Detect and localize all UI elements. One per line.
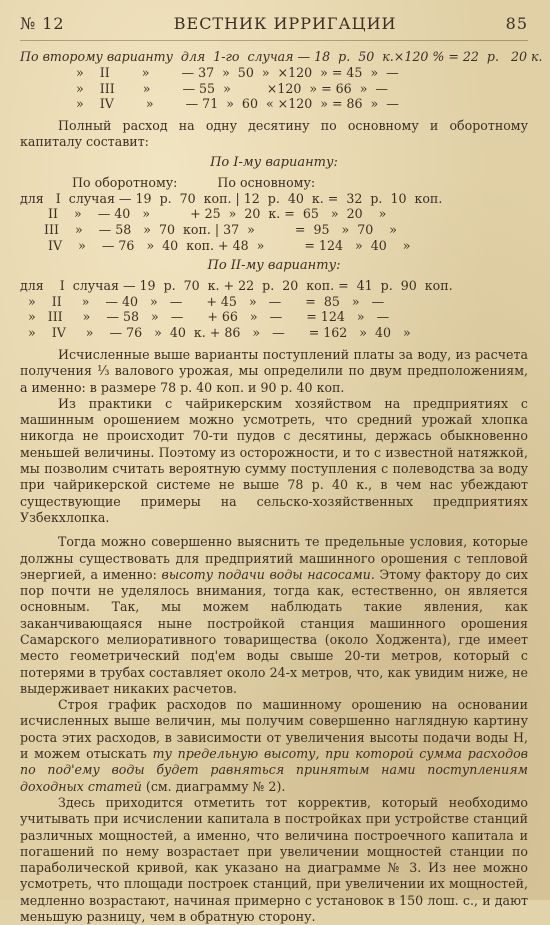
table1-row-4: IV » — 76 » 40 коп. + 48 » = 124 » 40 »: [20, 237, 411, 253]
table2-row-1: для I случая — 19 р. 70 к. + 22 р. 20 коп. = 41 р. 90 коп.: [20, 277, 453, 293]
table1-header: По оборотному: По основному:: [20, 174, 316, 190]
paragraph-4-emphasis: ту предельную высоту, при которой сумма расходов по под'ему воды будет равняться принятым нами поступлениям доходных статей: [20, 746, 528, 794]
table2-row-4: » IV » — 76 » 40 к. + 86 » — = 162 » 40 »: [20, 325, 411, 341]
table1-row-1: для I случая — 19 р. 70 коп. | 12 р. 40 к. = 32 р. 10 коп.: [20, 190, 443, 206]
variant2-line-4: » IV » — 71 » 60 « ×120 » = 86 » —: [20, 96, 399, 112]
page-number: 85: [505, 14, 528, 33]
paragraph-3: [20, 534, 528, 697]
variant-ii-title: По II-му варианту:: [207, 257, 341, 273]
page-header: [20, 14, 528, 41]
variant2-line-1: По второму варианту для 1-го случая — 18 р. 50 к.×120 % = 22 р. 20 к.: [20, 49, 543, 64]
table2-row-3: » III » — 58 » — + 66 » — = 124 » —: [20, 309, 390, 325]
paragraph-4-b: (см. диаграмму № 2).: [141, 778, 286, 794]
journal-title: ВЕСТНИК ИРРИГАЦИИ: [173, 14, 397, 33]
paragraph-2: Из практики с чайрикерским хозяйством на предприятиях с машинным орошением можно усмотреть, что средний урожай хлопка никогда не происходит 70-ти пудов с десятины, держась обыкновенно меньшей величины. Поэтому из осторожности, и то с известной натяжкой, мы позволим считать вероятную сумму поступления с полеводства за воду при чайрикерской системе не выше 78 р. 40 к., в чем нас убеждают существующие примеры на сельско-хозяйственных предприятиях Узбекхлопка.: [20, 395, 528, 525]
paragraph-1: Исчисленные выше варианты поступлений платы за воду, из расчета получения ⅓ валового урожая, мы определили по двум предположениям, а именно: в размере 78 р. 40 коп. и 90 р. 40 коп.: [20, 346, 528, 395]
paragraph-3-a: Тогда можно совершенно выяснить те предельные условия, которые должны существовать для предприятий машинного орошения с тепловой энергией, а именно:: [20, 534, 528, 582]
paragraph-5: Здесь приходится отметить тот корректив, который необходимо учитывать при исчислении капитала в постройках при устройстве станций различных мощностей, а именно, что величина построечного капитала и погашений по нему возрастает при увеличении мощностей станции по параболической кривой, как указано на диаграмме № 3. Из нее можно усмотреть, что площади построек станций, при увеличении их мощностей, медленно возрастают, начиная примерно с установок в 150 лош. с., и дают меньшую разницу, чем в обратную сторону.: [20, 794, 528, 925]
variant2-line-2: » II » — 37 » 50 » ×120 » = 45 » —: [20, 64, 399, 80]
table2-row-2: » II » — 40 » — + 45 » — = 85 » —: [20, 293, 385, 309]
variant2-block: [20, 49, 543, 112]
variant2-line-3: » III » — 55 » ×120 » = 66 » —: [20, 80, 388, 96]
table1-row-3: III » — 58 » 70 коп. | 37 » = 95 » 70 »: [20, 222, 397, 238]
paragraph-4: [20, 697, 528, 795]
table-variant-ii: [20, 278, 528, 341]
paragraph-3-emphasis: высоту подачи воды насосами.: [161, 566, 375, 582]
paragraph-4-a: Строя график расходов по машинному орошению на основании исчисленных выше величин, мы получим совершенно наглядную картину роста этих расходов, в зависимости от увеличения высоты подачи воды H, и можем отыскать: [20, 697, 528, 762]
table1-row-2: II » — 40 » + 25 » 20 к. = 65 » 20 »: [20, 206, 387, 222]
variant-i-title: По I-му варианту:: [210, 154, 338, 170]
issue-number: № 12: [20, 14, 65, 33]
paragraph-3-b: Этому фактору до сих пор почти не уделялось внимания, тогда как, естественно, он является основным. Так, мы можем наблюдать такие явления, как заканчивающаяся ныне постройкой станция машинного орошения Самарского мелиоративного товарищества (около Ходжента), где имеет место геометрический под'ем воды свыше 20-ти метров, который с потерями в трубах составляет около 24-х метров, что, как увидим ниже, не выдерживает никаких расчетов.: [20, 566, 528, 696]
paragraph-total: Полный расход на одну десятину по основному и оборотному капиталу составит:: [20, 118, 528, 150]
table-variant-i: [20, 175, 528, 254]
